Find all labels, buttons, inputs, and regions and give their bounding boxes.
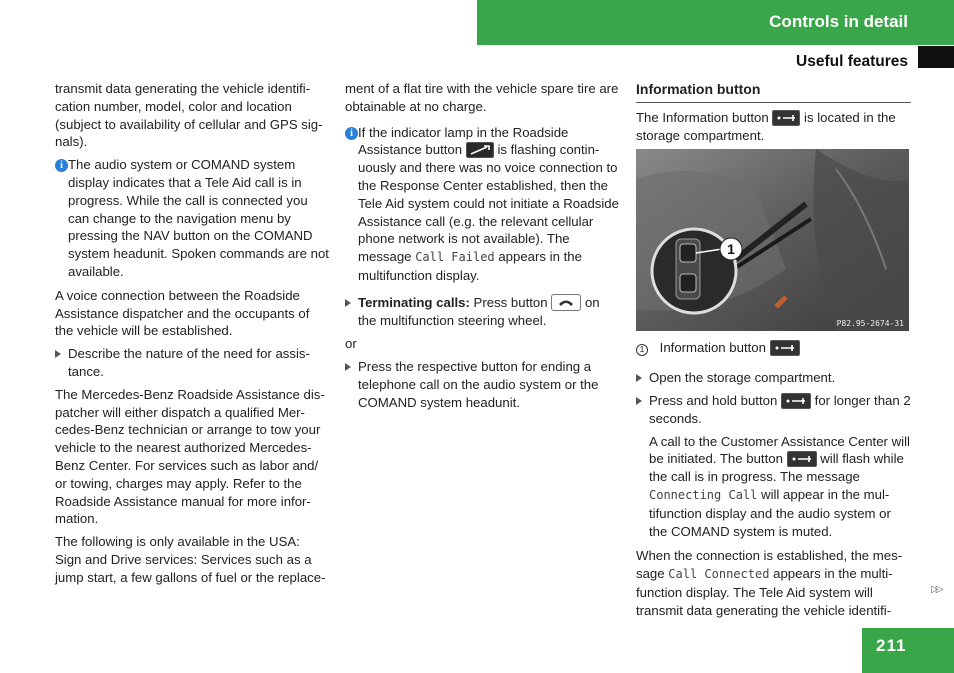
legend-number: 1: [636, 344, 648, 356]
step-text: Describe the nature of the need for assis-tance.: [68, 346, 310, 379]
photo-code: P82.95-2674-31: [836, 319, 904, 329]
step-text: Open the storage compartment.: [649, 370, 836, 386]
page-number-box: [862, 628, 954, 673]
paragraph: transmit data generating the vehicle identifi-cation number, model, color and location (subject to availability of cellular and GPS sig-nals).: [55, 81, 323, 150]
or-separator: or: [345, 336, 357, 352]
text: will flash while the call is in progress. The message: [649, 451, 904, 485]
paragraph: ment of a flat tire with the vehicle spare tire are obtainable at no charge.: [345, 81, 619, 114]
step-label: Terminating calls:: [358, 294, 470, 310]
paragraph: [636, 547, 911, 619]
step-arrow-icon: [636, 397, 642, 405]
instruction-step: [55, 345, 329, 381]
text: will appear in the mul-tifunction display and the audio system or the COMAND system is muted.: [649, 486, 891, 539]
section-tab-marker: [918, 46, 954, 68]
photo-callout-number: 1: [727, 241, 735, 258]
step-text: Press the respective button for ending a telephone call on the audio system or the COMAND system headunit.: [358, 359, 599, 410]
info-text: The audio system or COMAND system display indicates that a Tele Aid call is in progress. While the call is connected you can change to the navigation menu by pressing the NAV button on the COMAND system headunit. Spoken commands are not available.: [68, 157, 329, 279]
instruction-step: [345, 358, 620, 411]
end-call-button-icon: [551, 294, 581, 311]
step-arrow-icon: [345, 363, 351, 371]
display-message: Call Connected: [668, 567, 770, 582]
display-message: Call Failed: [415, 250, 495, 265]
info-text: If the indicator lamp in the Roadside Assistance button: [358, 124, 569, 158]
info-note: [55, 156, 329, 281]
section-title: Useful features: [796, 53, 908, 70]
column-1: [55, 80, 329, 592]
display-message: Connecting Call: [649, 487, 758, 502]
information-button-icon: [772, 110, 800, 126]
chapter-title: Controls in detail: [769, 12, 908, 31]
paragraph: The Mercedes-Benz Roadside Assistance dis-patcher will either dispatch a qualified Mer-cedes-Benz technician or arrange to tow your vehicle to the nearest authorized Mercedes-Benz Center. For services such as labor and/ or towing, charges may apply. Refer to the Roadside Assistance manual for more infor-mation.: [55, 386, 325, 527]
legend-label: Information button: [659, 340, 766, 356]
text: is located in the storage compartment.: [636, 109, 896, 143]
step-arrow-icon: [55, 350, 61, 358]
roadside-assistance-button-icon: [466, 142, 494, 158]
step-text: Press button: [473, 294, 548, 310]
info-text: appears in the multifunction display.: [358, 249, 582, 283]
column-2: [345, 80, 620, 417]
information-button-icon: [770, 340, 800, 356]
information-button-icon: [781, 393, 811, 409]
step-arrow-icon: [636, 374, 642, 382]
instruction-step: [636, 392, 911, 428]
figure-legend: [636, 339, 911, 357]
info-note: [345, 124, 620, 285]
instruction-step: [636, 369, 911, 387]
column-3: [636, 80, 911, 625]
information-button-icon: [787, 451, 817, 467]
paragraph: A voice connection between the Roadside Assistance dispatcher and the occupants of the vehicle will be established.: [55, 287, 310, 339]
instruction-step: [345, 294, 620, 330]
step-text: on the multifunction steering wheel.: [358, 294, 600, 328]
text: A call to the Customer Assistance Center will be initiated. The button: [649, 433, 910, 467]
paragraph: [636, 109, 911, 145]
text: When the connection is established, the mes-sage: [636, 548, 903, 582]
text: appears in the multi-function display. The Tele Aid system will transmit data generating the vehicle identifi-: [636, 566, 893, 618]
chapter-header-bar: [477, 0, 954, 45]
continue-arrow-icon: ▷▷: [931, 584, 941, 595]
text: The Information button: [636, 109, 769, 125]
paragraph: The following is only available in the USA: Sign and Drive services: Services such as a jump start, a few gallons of fuel or the replace-: [55, 534, 326, 585]
step-continuation: [636, 433, 911, 541]
storage-compartment-photo: [636, 149, 909, 331]
section-heading: Information button: [636, 81, 911, 103]
info-icon: i: [345, 127, 358, 140]
info-text: is flashing contin-uously and there was no voice connection to the Response Center established, then the Tele Aid system could not initiate a Roadside Assistance call (e.g. the relevant cellular phone network is not available). The message: [358, 142, 619, 265]
step-arrow-icon: [345, 299, 351, 307]
info-icon: i: [55, 159, 68, 172]
step-text: for longer than 2 seconds.: [649, 392, 911, 426]
page-number: 211: [876, 636, 907, 655]
step-text: Press and hold button: [649, 392, 778, 408]
